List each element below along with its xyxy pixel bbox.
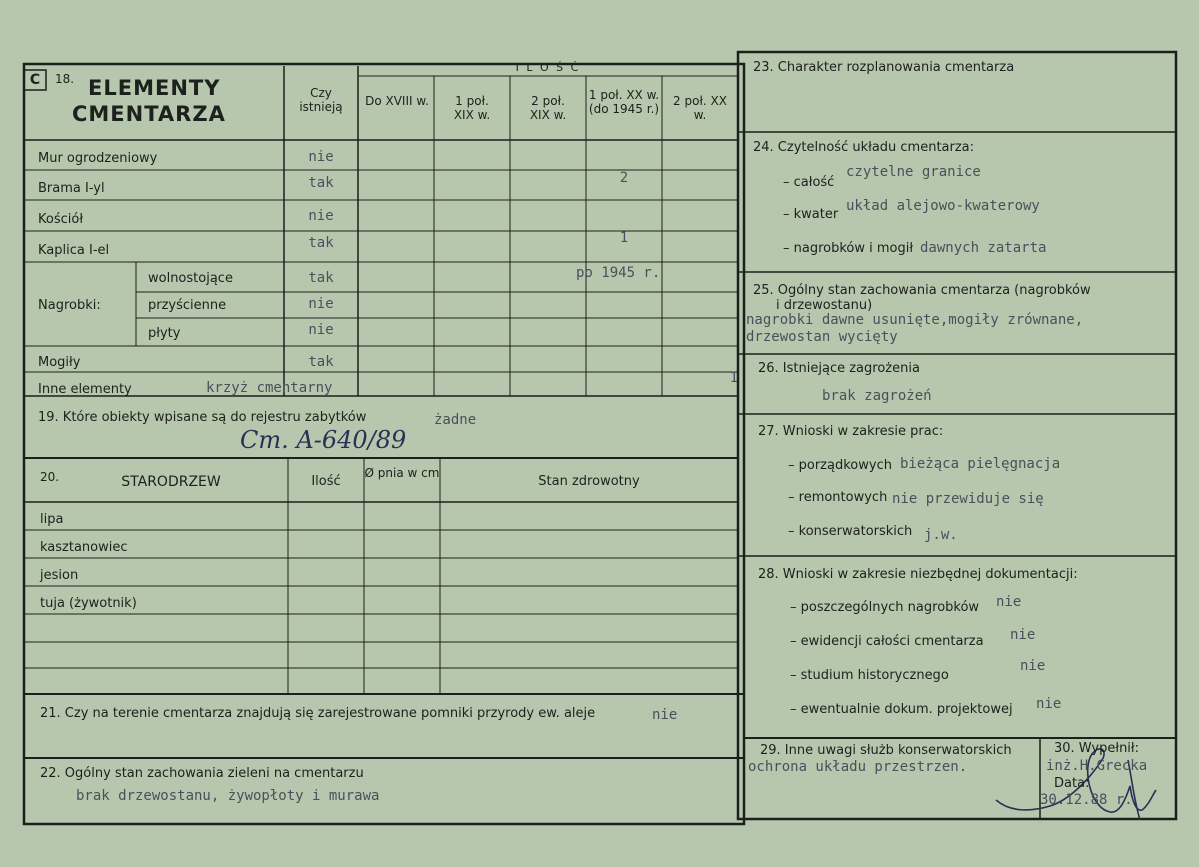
s28-item-value: nie — [1036, 696, 1062, 712]
col-exists-header: Czy istnieją — [299, 86, 343, 114]
s27-item-label: – porządkowych — [788, 458, 892, 473]
s25-label-line2: i drzewostanu) — [776, 298, 873, 313]
s24-item-value: układ alejowo-kwaterowy — [846, 198, 1040, 214]
element-exists: tak — [308, 354, 334, 370]
s25-label-line1: 25. Ogólny stan zachowania cmentarza (nagrobków — [753, 283, 1091, 298]
element-exists: krzyż cmentarny — [206, 380, 333, 396]
element-exists: tak — [308, 235, 334, 251]
s20-title: STARODRZEW — [121, 474, 221, 490]
s24-item-label: – całość — [783, 175, 835, 190]
s27-label: 27. Wnioski w zakresie prac: — [758, 424, 944, 439]
element-exists: nie — [308, 208, 334, 224]
s28-item-label: – ewentualnie dokum. projektowej — [790, 702, 1013, 717]
s24-item-label: – kwater — [783, 207, 839, 222]
element-label: Kościół — [38, 212, 84, 227]
tree-row-label: lipa — [40, 512, 64, 527]
s21-value: nie — [652, 707, 678, 723]
s24-item-label: – nagrobków i mogił — [783, 241, 914, 256]
element-value: 1 — [729, 370, 738, 386]
element-exists: nie — [308, 149, 334, 165]
s19-label: 19. Które obiekty wpisane są do rejestru zabytków — [38, 410, 367, 425]
s27-item-label: – konserwatorskich — [788, 524, 913, 539]
tree-row-label: tuja (żywotnik) — [40, 596, 137, 611]
s22-label: 22. Ogólny stan zachowania zieleni na cmentarzu — [40, 766, 364, 781]
element-exists: nie — [308, 322, 334, 338]
element-label: wolnostojące — [148, 271, 233, 286]
s28-item-label: – ewidencji całości cmentarza — [790, 634, 984, 649]
s27-item-label: – remontowych — [788, 490, 888, 505]
s19-handwritten-register: Cm. A-640/89 — [240, 426, 407, 454]
s26-value: brak zagrożeń — [822, 388, 932, 404]
s22-value: brak drzewostanu, żywopłoty i murawa — [76, 788, 380, 804]
element-label: Mur ogrodzeniowy — [38, 151, 158, 166]
s20-col-qty: Ilość — [311, 474, 341, 489]
element-label: Kaplica I-el — [38, 243, 110, 258]
s18-title-line1: ELEMENTY — [88, 76, 221, 100]
s19-value: żadne — [434, 412, 477, 428]
element-label: Brama I-yl — [38, 181, 105, 196]
period-header-1: 1 poł. XIX w. — [453, 94, 491, 122]
element-exists: tak — [308, 175, 334, 191]
s27-item-value: bieżąca pielęgnacja — [900, 456, 1061, 472]
s29-label: 29. Inne uwagi służb konserwatorskich — [760, 743, 1012, 758]
s29-value: ochrona układu przestrzen. — [748, 759, 968, 775]
element-label: przyścienne — [148, 298, 227, 313]
element-exists: nie — [308, 296, 334, 312]
s23-label: 23. Charakter rozplanowania cmentarza — [753, 60, 1015, 75]
element-label: płyty — [148, 326, 181, 341]
s28-item-label: – studium historycznego — [790, 668, 949, 683]
date-label: Data: — [1054, 776, 1090, 791]
element-value: 1 — [619, 230, 629, 246]
s30-value: inż.H.Grecka — [1046, 758, 1148, 774]
period-header-0: Do XVIII w. — [365, 94, 429, 108]
s24-item-value: dawnych zatarta — [920, 240, 1047, 256]
s24-label: 24. Czytelność układu cmentarza: — [753, 140, 975, 155]
s26-label: 26. Istniejące zagrożenia — [758, 361, 920, 376]
s24-item-value: czytelne granice — [846, 164, 981, 180]
s27-item-value: nie przewiduje się — [892, 491, 1044, 507]
s28-item-value: nie — [1010, 627, 1036, 643]
form-letter: C — [29, 72, 41, 88]
s20-col-diam: Ø pnia w cm — [364, 466, 440, 480]
s28-item-label: – poszczególnych nagrobków — [790, 600, 980, 615]
s28-item-value: nie — [1020, 658, 1046, 674]
s20-col-health: Stan zdrowotny — [538, 474, 640, 489]
s18-number: 18. — [55, 72, 75, 86]
s27-item-value: j.w. — [924, 527, 958, 543]
s21-label: 21. Czy na terenie cmentarza znajdują się zarejestrowane pomniki przyrody ew. aleje — [40, 706, 596, 721]
element-exists: tak — [308, 270, 334, 286]
s30-label: 30. Wypełnił: — [1054, 741, 1139, 756]
s28-item-value: nie — [996, 594, 1022, 610]
element-value: 2 — [619, 170, 629, 186]
element-value: po 1945 r. — [576, 265, 661, 281]
period-header-2: 2 poł. XIX w. — [529, 94, 567, 122]
s18-title-line2: CMENTARZA — [72, 102, 226, 126]
ilosc-header: I L O Ś Ć — [515, 61, 581, 74]
tree-row-label: kasztanowiec — [40, 540, 128, 555]
period-header-3: 1 poł. XX w. (do 1945 r.) — [588, 88, 660, 116]
date-value: 30.12.88 r. — [1040, 792, 1133, 808]
s28-label: 28. Wnioski w zakresie niezbędnej dokumentacji: — [758, 567, 1078, 582]
s25-value-line2: drzewostan wycięty — [746, 329, 898, 345]
tree-row-label: jesion — [40, 568, 79, 583]
nagrobki-label: Nagrobki: — [38, 298, 101, 313]
element-label: Mogiły — [38, 355, 81, 370]
s20-number: 20. — [40, 470, 60, 484]
element-label: Inne elementy — [38, 382, 132, 397]
s25-value-line1: nagrobki dawne usunięte,mogiły zrównane, — [746, 312, 1084, 328]
period-header-4: 2 poł. XX w. — [673, 94, 727, 122]
